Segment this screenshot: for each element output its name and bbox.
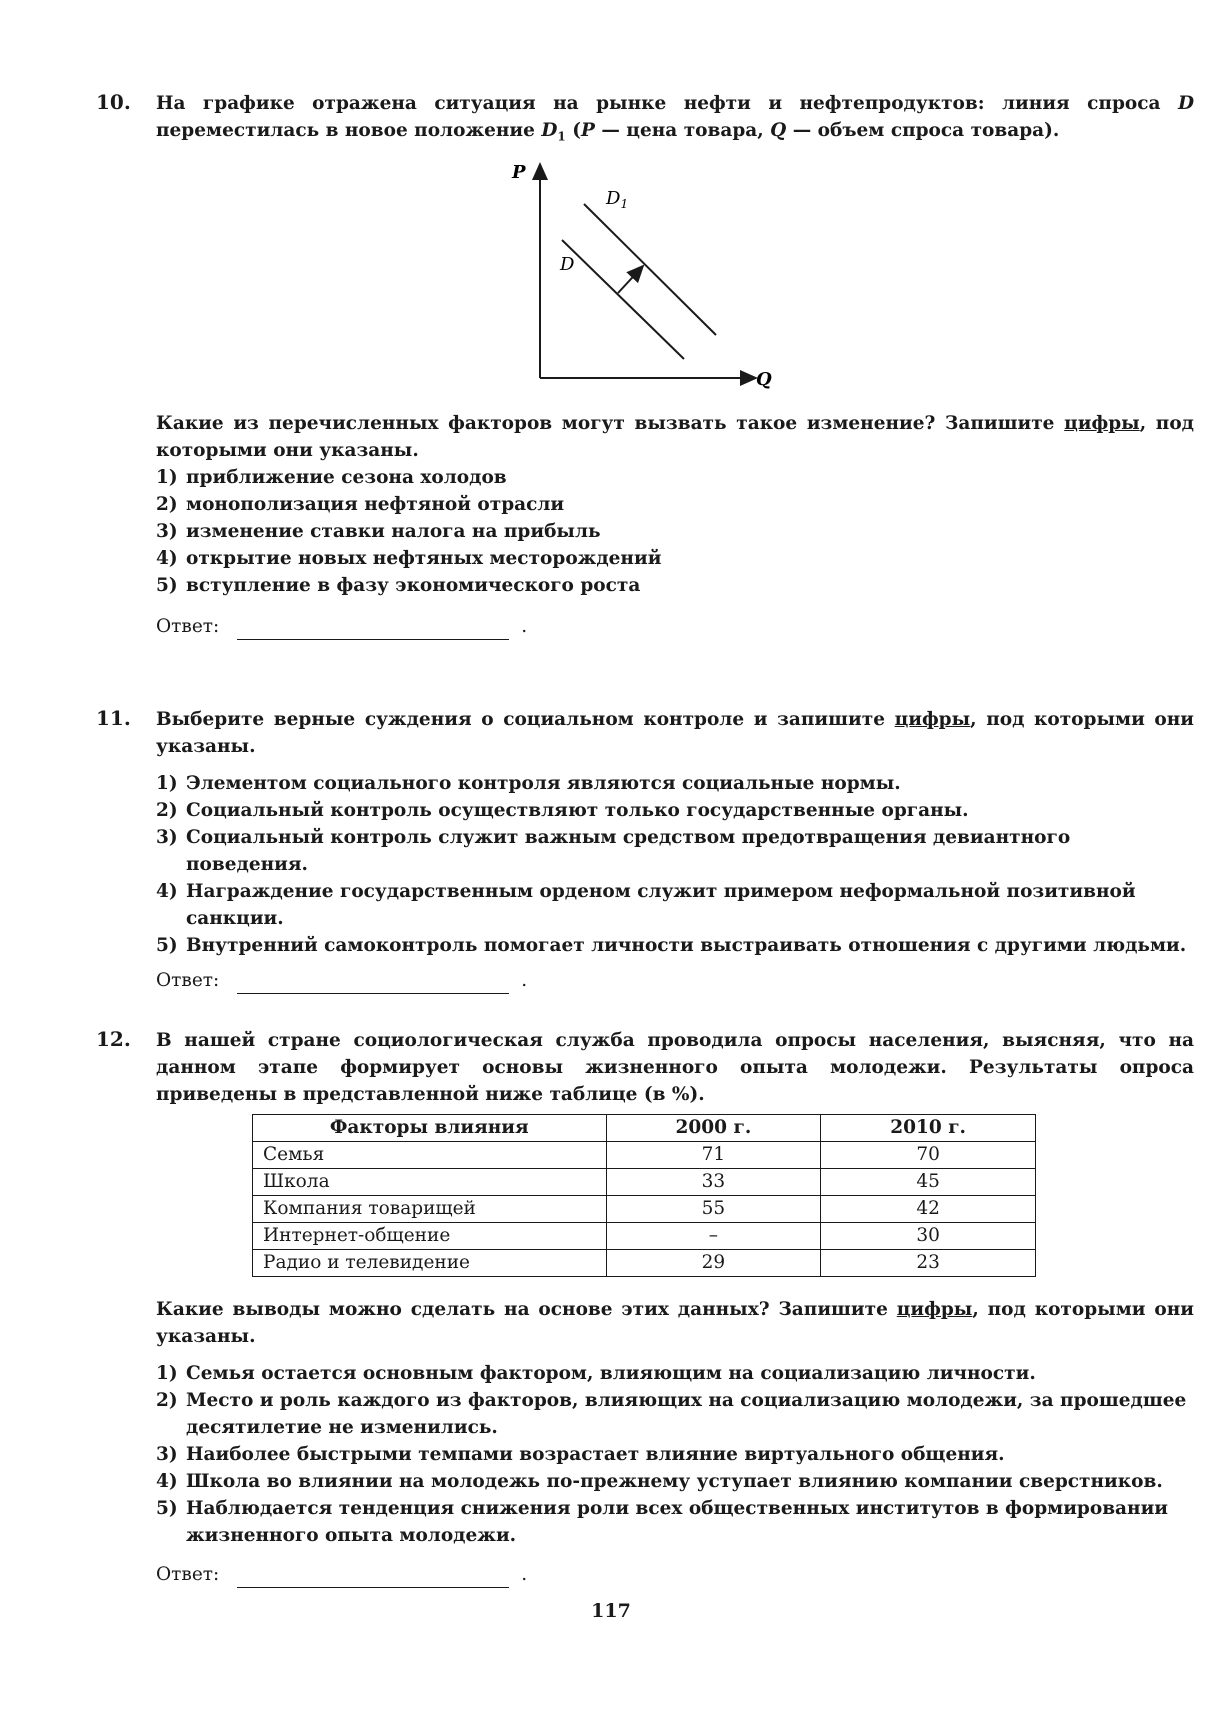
option-item [156, 572, 1194, 599]
question-paragraph: Какие выводы можно сделать на основе этих данных? Запишите цифры, под которыми они указаны. [156, 1299, 1194, 1347]
answer-row [156, 613, 1194, 640]
table-header-cell: Факторы влияния [253, 1115, 607, 1142]
option-number: 2) [156, 494, 178, 515]
options-list [156, 464, 1194, 599]
option-number: 2) [156, 800, 178, 821]
answer-label: Ответ: [156, 970, 220, 991]
option-number: 2) [156, 1390, 178, 1411]
value-cell: 33 [606, 1169, 821, 1196]
value-cell: 70 [821, 1142, 1036, 1169]
option-item [156, 464, 1194, 491]
stem-paragraph: Выберите верные суждения о социальном контроле и запишите цифры, под которыми они указаны. [156, 709, 1194, 757]
value-cell: 45 [821, 1169, 1036, 1196]
curve-label-d: D [560, 254, 575, 275]
table-row [253, 1196, 1036, 1223]
option-item [156, 1387, 1194, 1441]
option-text: Социальный контроль служит важным средством предотвращения девиантного поведения. [186, 827, 1071, 875]
answer-dot: . [521, 970, 528, 991]
stem-paragraph: В нашей стране социологическая служба проводила опросы населения, выясняя, что на данном этапе формирует основы жизненного опыта молодежи. Результаты опроса приведены в представленной ниже таблице (в %). [156, 1030, 1194, 1105]
answer-dot: . [521, 1564, 528, 1585]
option-item [156, 1468, 1194, 1495]
value-cell: 55 [606, 1196, 821, 1223]
factor-cell: Школа [253, 1169, 607, 1196]
option-text: Элементом социального контроля являются социальные нормы. [186, 773, 901, 794]
question-paragraph: Какие из перечисленных факторов могут вызвать такое изменение? Запишите цифры, под которыми они указаны. [156, 413, 1194, 461]
option-number: 1) [156, 467, 178, 488]
option-text: Школа во влиянии на молодежь по-прежнему уступает влиянию компании сверстников. [186, 1471, 1163, 1492]
table-header-cell: 2000 г. [606, 1115, 821, 1142]
option-number: 1) [156, 773, 178, 794]
answer-row [156, 1561, 1194, 1588]
answer-input-line[interactable] [237, 1567, 509, 1588]
options-list [156, 770, 1194, 959]
option-number: 1) [156, 1363, 178, 1384]
table-header-row [253, 1115, 1036, 1142]
option-text: монополизация нефтяной отрасли [186, 494, 565, 515]
option-text: вступление в фазу экономического роста [186, 575, 641, 596]
option-text: изменение ставки налога на прибыль [186, 521, 601, 542]
value-cell: 30 [821, 1223, 1036, 1250]
factor-cell: Компания товарищей [253, 1196, 607, 1223]
page-number: 117 [591, 1600, 631, 1622]
option-text: Семья остается основным фактором, влияющим на социализацию личности. [186, 1363, 1036, 1384]
answer-label: Ответ: [156, 1564, 220, 1585]
value-cell: 42 [821, 1196, 1036, 1223]
option-text: приближение сезона холодов [186, 467, 507, 488]
options-list [156, 1360, 1194, 1549]
answer-row [156, 967, 1194, 994]
task-number: 11. [96, 706, 131, 730]
option-item [156, 770, 1194, 797]
answer-input-line[interactable] [237, 973, 509, 994]
factor-cell: Интернет-общение [253, 1223, 607, 1250]
value-cell: 71 [606, 1142, 821, 1169]
axis-label-p: P [512, 162, 526, 183]
option-item [156, 932, 1194, 959]
table-row [253, 1169, 1036, 1196]
table-row [253, 1142, 1036, 1169]
curve-label-d1: $D_1$ [606, 188, 629, 211]
option-item [156, 1441, 1194, 1468]
option-number: 5) [156, 575, 178, 596]
task-number: 10. [96, 90, 131, 114]
value-cell: 29 [606, 1250, 821, 1277]
option-text: Наблюдается тенденция снижения роли всех общественных институтов в формировании жизненного опыта молодежи. [186, 1498, 1169, 1546]
factor-cell: Радио и телевидение [253, 1250, 607, 1277]
survey-table [252, 1114, 1036, 1277]
option-item [156, 824, 1194, 878]
option-item [156, 878, 1194, 932]
demand-curve-d [562, 240, 684, 359]
shift-arrow [618, 266, 643, 293]
factor-cell: Семья [253, 1142, 607, 1169]
answer-input-line[interactable] [237, 619, 509, 640]
option-item [156, 1495, 1194, 1549]
option-number: 5) [156, 935, 178, 956]
option-number: 4) [156, 1471, 178, 1492]
option-text: Внутренний самоконтроль помогает личности выстраивать отношения с другими людьми. [186, 935, 1187, 956]
option-text: Награждение государственным орденом служит примером неформальной позитивной санкции. [186, 881, 1136, 929]
axis-label-q: Q [756, 369, 772, 390]
option-item [156, 797, 1194, 824]
emphasis-digits: цифры [1064, 413, 1140, 434]
option-item [156, 491, 1194, 518]
option-number: 5) [156, 1498, 178, 1519]
value-cell: 23 [821, 1250, 1036, 1277]
emphasis-digits: цифры [896, 1299, 973, 1320]
option-text: Место и роль каждого из факторов, влияющих на социализацию молодежи, за прошедшее десятилетие не изменились. [186, 1390, 1187, 1438]
task-stem [156, 90, 1194, 151]
option-number: 3) [156, 827, 178, 848]
answer-label: Ответ: [156, 616, 220, 637]
option-number: 4) [156, 548, 178, 569]
table-header-cell: 2010 г. [821, 1115, 1036, 1142]
emphasis-digits: цифры [894, 709, 971, 730]
demand-shift-graph [500, 158, 790, 398]
demand-curve-d1 [584, 204, 716, 335]
option-number: 3) [156, 521, 178, 542]
option-number: 3) [156, 1444, 178, 1465]
task-number: 12. [96, 1027, 131, 1051]
table-row [253, 1250, 1036, 1277]
option-item [156, 1360, 1194, 1387]
option-text: Наиболее быстрыми темпами возрастает влияние виртуального общения. [186, 1444, 1005, 1465]
option-text: Социальный контроль осуществляют только государственные органы. [186, 800, 969, 821]
table-row [253, 1223, 1036, 1250]
option-item [156, 518, 1194, 545]
option-text: открытие новых нефтяных месторождений [186, 548, 662, 569]
answer-dot: . [521, 616, 528, 637]
option-number: 4) [156, 881, 178, 902]
value-cell: – [606, 1223, 821, 1250]
option-item [156, 545, 1194, 572]
stem-paragraph: На графике отражена ситуация на рынке нефти и нефтепродуктов: линия спроса D переместилась в новое положение $D_1$ (P — цена товара, Q — объем спроса товара). [156, 93, 1194, 144]
